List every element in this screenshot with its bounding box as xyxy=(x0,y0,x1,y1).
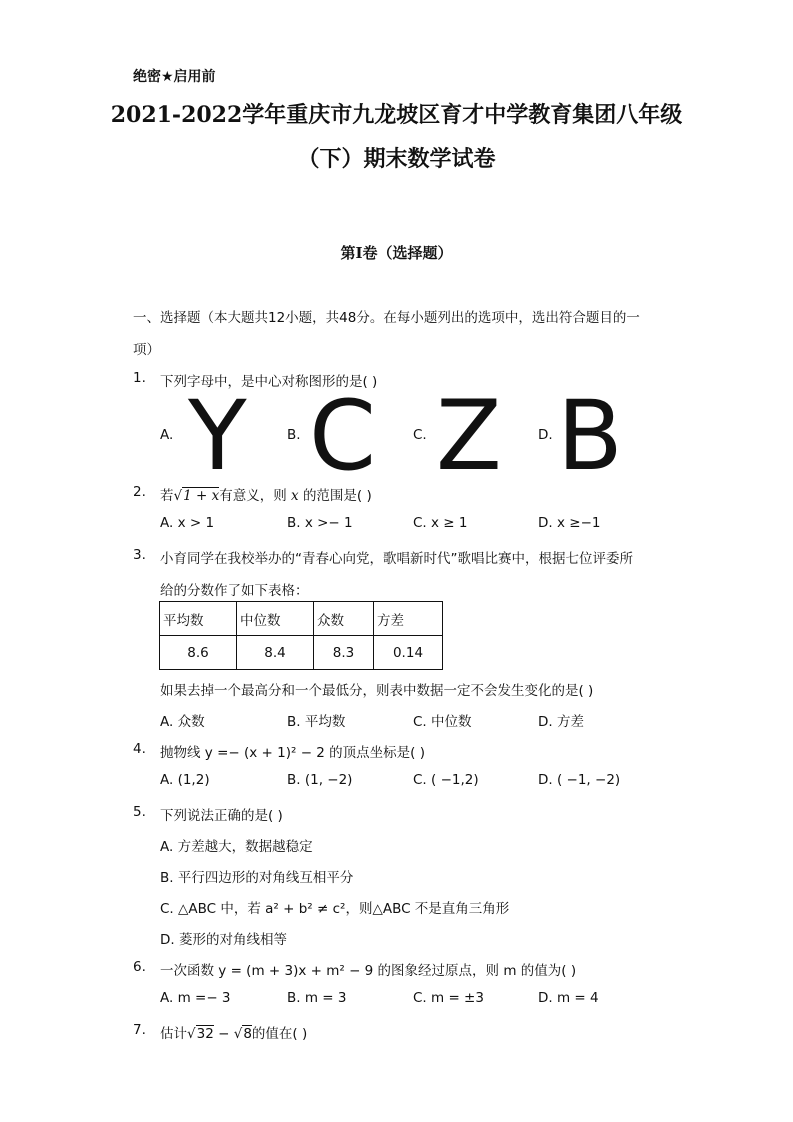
q2-stem-pre: 若 xyxy=(160,488,174,504)
sqrt-icon: √ xyxy=(233,1026,243,1042)
q6-number: 6. xyxy=(133,959,146,975)
table-cell: 8.3 xyxy=(314,636,374,670)
table-cell: 8.6 xyxy=(160,636,237,670)
exam-title-line1: 2021-2022学年重庆市九龙坡区育才中学教育集团八年级 xyxy=(110,102,683,128)
q4-option-d: D. ( −1, −2) xyxy=(538,772,621,788)
q5-stem: 下列说法正确的是( ) xyxy=(160,808,283,824)
q1-option-b-letter: C xyxy=(309,380,377,492)
q3-stem-line1: 小育同学在我校举办的“青春心向党，歌唱新时代”歌唱比赛中，根据七位评委所 xyxy=(160,551,633,567)
q3-option-c: C. 中位数 xyxy=(413,714,472,730)
table-header-cell: 方差 xyxy=(374,602,443,636)
q4-option-a: A. (1,2) xyxy=(160,772,210,788)
exam-title-line2: （下）期末数学试卷 xyxy=(297,146,496,172)
q2-stem xyxy=(160,484,372,504)
q4-stem: 抛物线 y =− (x + 1)² − 2 的顶点坐标是( ) xyxy=(160,745,426,761)
q3-stem-line2: 给的分数作了如下表格： xyxy=(160,583,309,599)
q2-stem-post: 的范围是( ) xyxy=(302,488,372,504)
q2-option-a: A. x > 1 xyxy=(160,515,215,531)
q5-option-c: C. △ABC 中，若 a² + b² ≠ c²，则△ABC 不是直角三角形 xyxy=(160,901,510,917)
q1-option-c-label: C. xyxy=(413,427,427,443)
q1-option-a-label: A. xyxy=(160,427,174,443)
q7-number: 7. xyxy=(133,1022,146,1038)
q5-option-d: D. 菱形的对角线相等 xyxy=(160,932,287,948)
q3-option-d: D. 方差 xyxy=(538,714,584,730)
sqrt-icon: √ xyxy=(187,1026,196,1042)
table-header-cell: 平均数 xyxy=(160,602,237,636)
q2-stem-mid: 有意义，则 xyxy=(219,488,287,504)
q4-option-b: B. (1, −2) xyxy=(287,772,353,788)
q1-option-d-label: D. xyxy=(538,427,553,443)
section-intro-line2: 项） xyxy=(133,342,160,358)
q5-number: 5. xyxy=(133,804,146,820)
q7-stem-pre: 估计 xyxy=(160,1026,187,1042)
table-cell: 8.4 xyxy=(237,636,314,670)
q4-option-c: C. ( −1,2) xyxy=(413,772,479,788)
q7-radicand-2: 8 xyxy=(243,1026,252,1042)
table-row xyxy=(160,636,443,670)
q3-option-b: B. 平均数 xyxy=(287,714,346,730)
q3-option-a: A. 众数 xyxy=(160,714,205,730)
q1-option-c-letter: Z xyxy=(436,380,502,492)
q4-number: 4. xyxy=(133,741,146,757)
q2-option-b: B. x >− 1 xyxy=(287,515,353,531)
q2-number: 2. xyxy=(133,484,146,500)
q6-option-c: C. m = ±3 xyxy=(413,990,484,1006)
q6-option-a: A. m =− 3 xyxy=(160,990,231,1006)
q2-radicand: 1 + x xyxy=(183,488,220,504)
q2-option-c: C. x ≥ 1 xyxy=(413,515,468,531)
q7-stem xyxy=(160,1022,307,1042)
q7-minus: − xyxy=(213,1026,234,1042)
q2-var: x xyxy=(291,488,299,504)
q3-stat-table xyxy=(159,601,443,670)
table-header-cell: 众数 xyxy=(314,602,374,636)
q1-option-a-letter: Y xyxy=(188,380,247,492)
q6-stem: 一次函数 y = (m + 3)x + m² − 9 的图象经过原点，则 m 的值为( ) xyxy=(160,963,577,979)
q3-stem-line3: 如果去掉一个最高分和一个最低分，则表中数据一定不会发生变化的是( ) xyxy=(160,683,594,699)
q7-stem-post: 的值在( ) xyxy=(251,1026,308,1042)
q6-option-d: D. m = 4 xyxy=(538,990,599,1006)
q1-stem: 下列字母中，是中心对称图形的是( ) xyxy=(160,374,378,390)
q1-option-b-label: B. xyxy=(287,427,301,443)
secret-mark: 绝密★启用前 xyxy=(133,69,216,85)
q1-number: 1. xyxy=(133,370,146,386)
q5-option-b: B. 平行四边形的对角线互相平分 xyxy=(160,870,354,886)
q5-option-a: A. 方差越大，数据越稳定 xyxy=(160,839,313,855)
q2-option-d: D. x ≥−1 xyxy=(538,515,601,531)
table-header-cell: 中位数 xyxy=(237,602,314,636)
q7-radicand-1: 32 xyxy=(196,1026,214,1042)
q1-option-d-letter: B xyxy=(557,380,623,492)
sqrt-icon: √ xyxy=(173,488,183,504)
part-title: 第I卷（选择题） xyxy=(340,244,453,262)
table-header-row xyxy=(160,602,443,636)
section-intro-line1: 一、选择题（本大题共12小题，共48分。在每小题列出的选项中，选出符合题目的一 xyxy=(133,310,640,326)
q6-option-b: B. m = 3 xyxy=(287,990,347,1006)
q3-number: 3. xyxy=(133,547,146,563)
table-cell: 0.14 xyxy=(374,636,443,670)
